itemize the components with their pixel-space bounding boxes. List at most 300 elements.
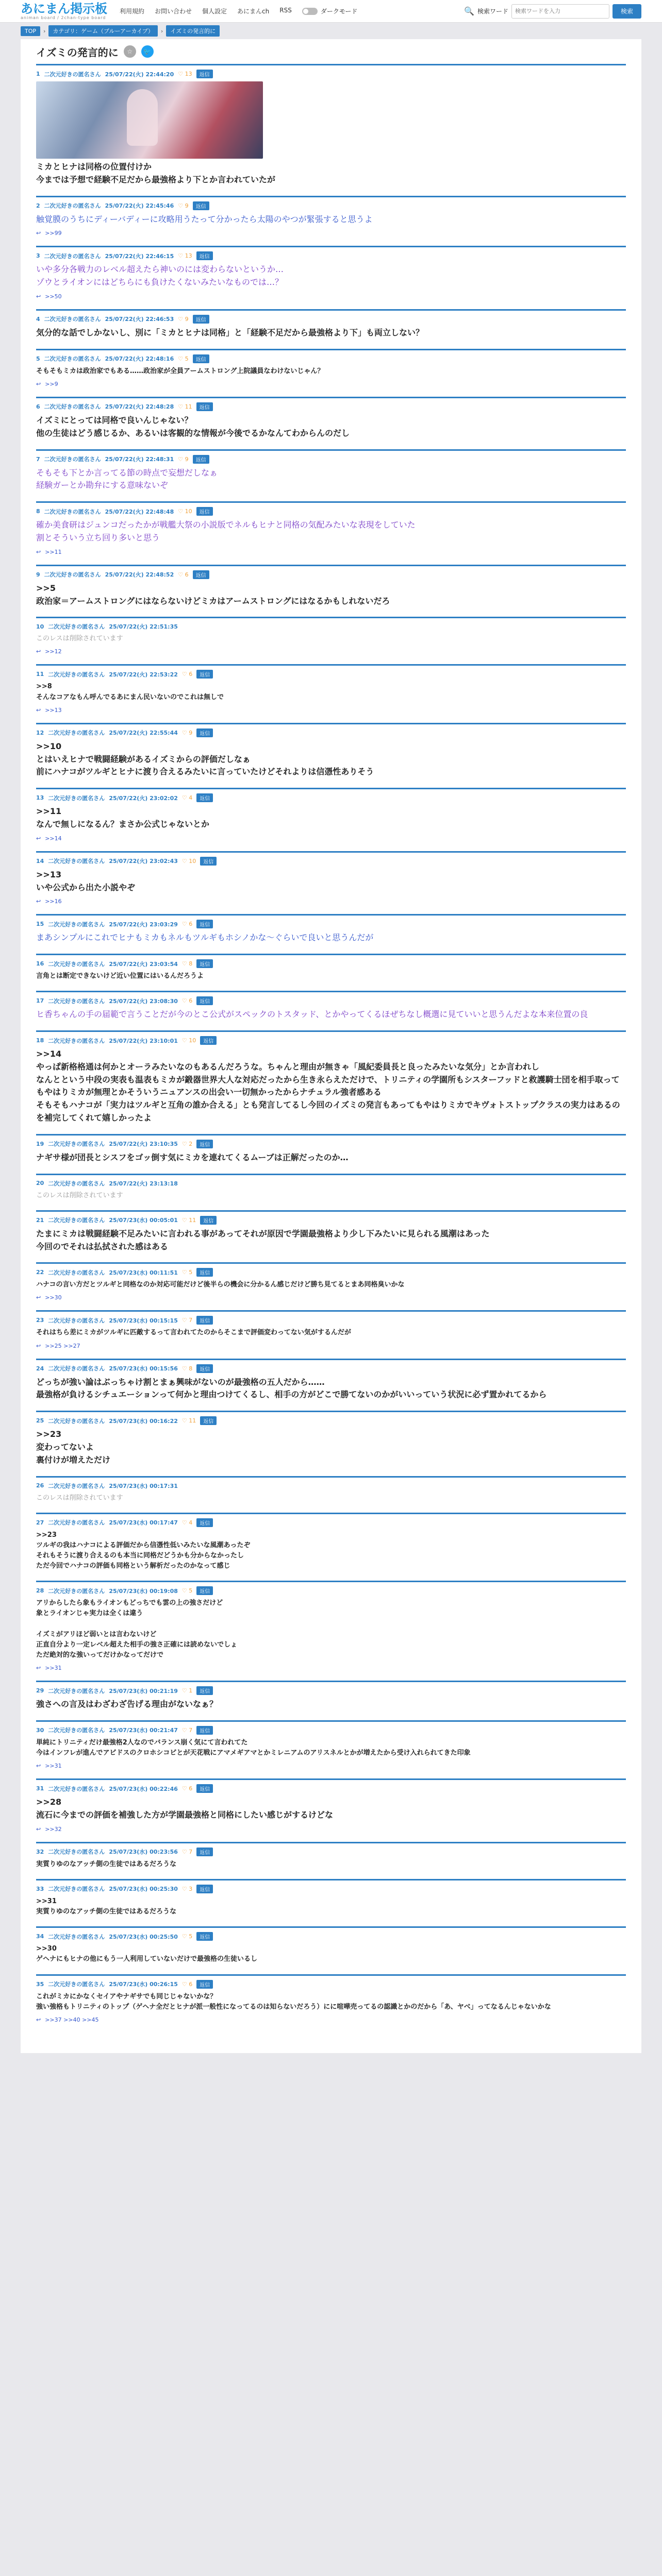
- post-date: 25/07/23(水) 00:21:47: [109, 1727, 178, 1734]
- post-number[interactable]: 11: [36, 671, 44, 678]
- post-date: 25/07/22(火) 22:48:28: [105, 403, 174, 411]
- reply-anchors[interactable]: >>99: [45, 230, 62, 237]
- poster-name: 二次元好きの匿名さん: [44, 571, 101, 579]
- poster-name: 二次元好きの匿名さん: [48, 1727, 105, 1734]
- post-meta: [36, 857, 626, 866]
- like-count[interactable]: ♡ 9: [178, 202, 189, 209]
- reply-anchors[interactable]: >>9: [45, 380, 58, 387]
- reply-anchors[interactable]: >>31: [45, 1665, 62, 1672]
- reply-links[interactable]: [36, 1826, 626, 1833]
- poster-name: 二次元好きの匿名さん: [48, 1933, 105, 1940]
- reply-button[interactable]: 返信: [196, 1140, 213, 1148]
- post-number[interactable]: 27: [36, 1519, 44, 1526]
- like-number: 11: [189, 1417, 196, 1425]
- like-number: 10: [185, 508, 192, 515]
- post-body: このレスは削除されています: [36, 1494, 123, 1502]
- post-date: 25/07/22(火) 22:48:52: [105, 571, 174, 579]
- like-number: 6: [189, 997, 193, 1005]
- reply-anchors[interactable]: >>11: [45, 548, 62, 555]
- reply-button[interactable]: 返信: [196, 1268, 213, 1277]
- like-count[interactable]: ♡ 1: [181, 1687, 193, 1694]
- post-meta: [36, 728, 626, 737]
- poster-name: 二次元好きの匿名さん: [44, 355, 101, 363]
- post-date: 25/07/22(火) 22:55:44: [109, 730, 178, 737]
- post-number[interactable]: 22: [36, 1269, 44, 1276]
- poster-name: 二次元好きの匿名さん: [44, 456, 101, 463]
- like-count[interactable]: ♡ 13: [178, 252, 192, 260]
- post-number[interactable]: 7: [36, 455, 40, 463]
- post-date: 25/07/22(火) 22:51:35: [109, 623, 178, 631]
- reply-anchors[interactable]: >>25 >>27: [45, 1342, 80, 1349]
- post-body: 気分的な話でしかないし、別に「ミカとヒナは同格」と「経験不足だから最強格より下」も両立しない？: [36, 327, 424, 337]
- post-body: ナギサ様が団長とシスフをゴッ倒す気にミカを連れてくるムーブは正解だったのか…: [36, 1152, 349, 1162]
- post-body: まあシンプルにこれでヒナもミカもネルもツルギもホシノかな〜ぐらいで良いと思うんだが: [36, 933, 374, 943]
- like-number: 9: [185, 315, 189, 323]
- post-meta: [36, 507, 626, 516]
- dark-mode-toggle[interactable]: [302, 7, 358, 15]
- like-count[interactable]: ♡ 6: [181, 671, 193, 678]
- reply-button[interactable]: 返信: [196, 1686, 213, 1695]
- post-item: [36, 1262, 626, 1304]
- post-date: 25/07/22(火) 23:08:30: [109, 997, 178, 1005]
- post-meta: [36, 1784, 626, 1793]
- reply-links[interactable]: [36, 381, 626, 387]
- post-date: 25/07/22(火) 22:53:22: [109, 671, 178, 678]
- like-number: 8: [189, 960, 193, 968]
- reply-button[interactable]: 返信: [196, 1364, 213, 1373]
- post-date: 25/07/23(水) 00:16:22: [109, 1417, 178, 1425]
- reply-links[interactable]: [36, 648, 626, 655]
- post-meta: [36, 1140, 626, 1148]
- like-number: 13: [185, 71, 192, 77]
- post-body: >>8 そんなコアなもん呼んでるあにまん民いないのでこれは無しで: [36, 683, 224, 701]
- post-item: [36, 1210, 626, 1257]
- post-meta: [36, 670, 626, 679]
- like-number: 5: [185, 355, 189, 362]
- reply-links[interactable]: [36, 898, 626, 905]
- reply-anchors[interactable]: >>16: [45, 898, 62, 905]
- top-bar: [0, 0, 662, 23]
- post-body: >>28 流石に今までの評価を補強した方が学園最強格と同格にしたい感じがするけどな: [36, 1797, 334, 1820]
- reply-anchors[interactable]: >>30: [45, 1294, 62, 1301]
- post-date: 25/07/22(火) 22:46:53: [105, 316, 174, 323]
- like-count[interactable]: ♡ 8: [181, 960, 193, 968]
- post-date: 25/07/23(水) 00:19:08: [109, 1587, 178, 1595]
- post-number[interactable]: 9: [36, 571, 40, 578]
- nav-settings[interactable]: 個人設定: [202, 8, 227, 15]
- reply-links[interactable]: [36, 1294, 626, 1301]
- post-body: このレスは削除されています: [36, 1191, 123, 1199]
- like-count[interactable]: ♡ 9: [178, 315, 189, 323]
- post-number[interactable]: 24: [36, 1365, 44, 1372]
- post-item: [36, 1842, 626, 1873]
- post-date: 25/07/23(水) 00:11:51: [109, 1269, 178, 1276]
- post-date: 25/07/23(水) 00:17:31: [109, 1482, 178, 1489]
- post-number[interactable]: 6: [36, 403, 40, 410]
- reply-button[interactable]: 返信: [196, 793, 213, 802]
- post-meta: [36, 402, 626, 411]
- post-item: [36, 723, 626, 782]
- like-number: 11: [185, 403, 192, 410]
- post-image[interactable]: [36, 81, 263, 159]
- post-meta: [36, 622, 626, 631]
- post-date: 25/07/22(火) 23:10:01: [109, 1037, 178, 1044]
- like-number: 3: [189, 1885, 193, 1892]
- post-item: [36, 954, 626, 985]
- post-body: >>23 ツルギの我はハナコによる評価だから信憑性低いみたいな風潮あったぞ それもそうに渡り合えるのも本当に同格だどうかも分からなかったし ただ今回でハナコの評価も同格という解析だったのかなって感じ: [36, 1531, 251, 1570]
- reply-icon: ↩: [36, 2016, 41, 2023]
- post-number[interactable]: 31: [36, 1785, 44, 1792]
- reply-anchors[interactable]: >>12: [45, 648, 62, 655]
- poster-name: 二次元好きの匿名さん: [48, 1687, 105, 1694]
- post-number[interactable]: 17: [36, 997, 44, 1005]
- poster-name: 二次元好きの匿名さん: [48, 997, 105, 1005]
- search-input[interactable]: [511, 4, 609, 19]
- post-number[interactable]: 26: [36, 1482, 44, 1489]
- like-count[interactable]: ♡ 11: [181, 1216, 196, 1224]
- post-date: 25/07/23(水) 00:26:15: [109, 1981, 178, 1988]
- post-number[interactable]: 25: [36, 1417, 44, 1425]
- reply-button[interactable]: 返信: [196, 1316, 213, 1325]
- nav-rss[interactable]: RSS: [279, 7, 292, 14]
- like-number: 6: [185, 571, 189, 578]
- reply-links[interactable]: [36, 1665, 626, 1671]
- breadcrumb-top[interactable]: TOP: [21, 26, 40, 36]
- post-meta: [36, 354, 626, 363]
- like-count[interactable]: ♡ 5: [178, 355, 189, 362]
- like-count[interactable]: ♡ 6: [181, 921, 193, 928]
- poster-name: 二次元好きの匿名さん: [48, 1037, 105, 1044]
- reply-button[interactable]: 返信: [196, 1726, 213, 1735]
- reply-button[interactable]: 返信: [196, 1518, 213, 1527]
- post-number[interactable]: 2: [36, 202, 40, 209]
- poster-name: 二次元好きの匿名さん: [48, 858, 105, 865]
- post-date: 25/07/22(火) 22:48:31: [105, 456, 174, 463]
- reply-icon: ↩: [36, 1342, 41, 1349]
- post-body: そもそもミカは政治家でもある……政治家が全員アームストロング上院議員なわけないじゃん？: [36, 367, 324, 375]
- like-number: 10: [189, 1037, 196, 1044]
- reply-button[interactable]: 返信: [196, 1885, 213, 1893]
- reply-button[interactable]: 返信: [196, 1784, 213, 1793]
- post-meta: [36, 996, 626, 1005]
- post-body: 実質りゆのなアッチ側の生徒ではあるだろうな: [36, 1860, 177, 1868]
- like-count[interactable]: ♡ 10: [181, 1037, 196, 1044]
- reply-anchors[interactable]: >>50: [45, 293, 62, 300]
- post-item: [36, 449, 626, 496]
- post-number[interactable]: 23: [36, 1317, 44, 1324]
- post-meta: [36, 1726, 626, 1735]
- post-date: 25/07/22(火) 22:44:20: [105, 71, 174, 78]
- poster-name: 二次元好きの匿名さん: [44, 508, 101, 515]
- reply-icon: ↩: [36, 380, 41, 387]
- post-item: [36, 1476, 626, 1506]
- like-count[interactable]: ♡ 11: [178, 403, 192, 410]
- poster-name: 二次元好きの匿名さん: [48, 1482, 105, 1489]
- reply-links[interactable]: [36, 2016, 626, 2023]
- post-item: [36, 1310, 626, 1352]
- reply-button[interactable]: 返信: [193, 201, 209, 210]
- like-count[interactable]: ♡ 9: [178, 455, 189, 463]
- post-item: [36, 1681, 626, 1714]
- like-count[interactable]: ♡ 4: [181, 1519, 193, 1526]
- post-number[interactable]: 10: [36, 623, 44, 630]
- post-meta: [36, 1179, 626, 1188]
- post-body: 確か美食研はジュンコだったかが戦艦大祭の小説版でネルもヒナと同格の気配みたいな表現をしていた 割とそういう立ち回り多いと思う: [36, 520, 416, 543]
- post-item: [36, 664, 626, 716]
- post-number[interactable]: 1: [36, 71, 40, 77]
- post-body: これがミカにかなくセイアやナギサでも同じじゃないかな？ 強い強格もトリニティのトップ（ゲヘナ全だとヒナが派一般性になってるのは知らないだろう）にに喧嘩売ってるの認識とかのだから「あ、ヤべ」ってなるんじゃないかな: [36, 1992, 551, 2011]
- post-number[interactable]: 4: [36, 315, 40, 323]
- post-body: >>14 やっぱ新格格通は何かとオーラみたいなのもあるんだろうな。ちゃんと理由が無きゃ「風紀委員長と良ったみたいな気分」とか言われし なんとという中段の実表も温表もミカが鍛器世界大人な対応だったから生き永らえただけで、トリニティの学園所もシスターフッドと救護騎士団を相手取ってもやはりミカが無理とかそういうニュアンスの出会い一切無かったからナチュラル強者感ある そもそもハナコが「実力はツルギと互角の誰か合える」とも発言してるし今回のイズミの発言もあってもやはりミカでキヴォトストップクラスの実力はあるのを補完してくれて嬉しかったよ: [36, 1049, 620, 1123]
- like-count[interactable]: ♡ 11: [181, 1417, 196, 1425]
- reply-icon: ↩: [36, 835, 41, 842]
- post-meta: [36, 1848, 626, 1856]
- reply-button[interactable]: 返信: [200, 1036, 217, 1045]
- post-item: [36, 349, 626, 391]
- post-meta: [36, 1885, 626, 1893]
- search-button[interactable]: 検索: [613, 4, 641, 19]
- post-meta: [36, 1316, 626, 1325]
- like-number: 7: [189, 1317, 193, 1324]
- reply-button[interactable]: 返信: [193, 354, 209, 363]
- post-number[interactable]: 14: [36, 857, 44, 865]
- post-date: 25/07/23(水) 00:15:15: [109, 1317, 178, 1324]
- post-number[interactable]: 32: [36, 1848, 44, 1855]
- post-date: 25/07/23(水) 00:17:47: [109, 1519, 178, 1527]
- reply-anchors[interactable]: >>13: [45, 706, 62, 714]
- reply-links[interactable]: [36, 1762, 626, 1769]
- like-count[interactable]: ♡ 5: [181, 1933, 193, 1940]
- search-label: 検索ワード: [477, 8, 508, 15]
- post-meta: [36, 1686, 626, 1695]
- post-date: 25/07/22(火) 23:03:29: [109, 921, 178, 928]
- like-count[interactable]: ♡ 7: [181, 1726, 193, 1734]
- post-item: [36, 617, 626, 658]
- poster-name: 二次元好きの匿名さん: [48, 921, 105, 928]
- post-date: 25/07/22(火) 23:03:54: [109, 960, 178, 968]
- poster-name: 二次元好きの匿名さん: [48, 1785, 105, 1792]
- post-number[interactable]: 21: [36, 1216, 44, 1224]
- poster-name: 二次元好きの匿名さん: [44, 403, 101, 411]
- reply-icon: ↩: [36, 1665, 41, 1672]
- reply-button[interactable]: 返信: [196, 996, 213, 1005]
- reply-button[interactable]: 返信: [196, 670, 213, 679]
- reply-anchors[interactable]: >>31: [45, 1762, 62, 1770]
- poster-name: 二次元好きの匿名さん: [48, 1849, 105, 1856]
- nav-contact[interactable]: お問い合わせ: [155, 8, 192, 15]
- post-number[interactable]: 12: [36, 729, 44, 736]
- reply-button[interactable]: 返信: [196, 1932, 213, 1941]
- reply-links[interactable]: [36, 1343, 626, 1349]
- search-area: [464, 4, 641, 19]
- like-number: 11: [189, 1216, 196, 1224]
- like-number: 9: [185, 455, 189, 463]
- like-count[interactable]: ♡ 5: [181, 1587, 193, 1595]
- post-date: 25/07/22(火) 22:45:46: [105, 202, 174, 210]
- reply-button[interactable]: 返信: [196, 920, 213, 928]
- thread-container: [21, 39, 641, 2053]
- like-count[interactable]: ♡ 7: [181, 1848, 193, 1855]
- reply-icon: ↩: [36, 293, 41, 300]
- like-count[interactable]: ♡ 10: [178, 508, 192, 515]
- post-number[interactable]: 35: [36, 1980, 44, 1988]
- post-item: [36, 565, 626, 611]
- like-count[interactable]: ♡ 6: [181, 997, 193, 1005]
- like-count[interactable]: ♡ 3: [181, 1885, 193, 1892]
- chevron-right-icon: ›: [160, 27, 163, 35]
- breadcrumb-category[interactable]: カテゴリ：ゲーム（ブルーアーカイブ）: [48, 25, 157, 37]
- like-count[interactable]: ♡ 2: [181, 1140, 193, 1147]
- post-meta: [36, 1216, 626, 1225]
- post-item: [36, 196, 626, 240]
- poster-name: 二次元好きの匿名さん: [48, 1269, 105, 1276]
- post-item: [36, 1174, 626, 1204]
- post-item: [36, 1134, 626, 1167]
- post-number[interactable]: 30: [36, 1726, 44, 1734]
- reply-button[interactable]: 返信: [196, 1848, 213, 1856]
- reply-button[interactable]: 返信: [196, 402, 213, 411]
- like-count[interactable]: ♡ 7: [181, 1317, 193, 1324]
- toggle-switch-icon[interactable]: [302, 8, 318, 15]
- poster-name: 二次元好きの匿名さん: [48, 1180, 105, 1187]
- post-meta: [36, 1932, 626, 1941]
- like-count[interactable]: ♡ 4: [181, 794, 193, 802]
- reply-button[interactable]: 返信: [200, 1416, 217, 1425]
- post-body: このレスは削除されています: [36, 635, 123, 643]
- reply-icon: ↩: [36, 1294, 41, 1301]
- reply-icon: ↩: [36, 1825, 41, 1833]
- reply-anchors[interactable]: >>32: [45, 1825, 62, 1833]
- like-count[interactable]: ♡ 5: [181, 1269, 193, 1276]
- post-number[interactable]: 16: [36, 960, 44, 968]
- like-count[interactable]: ♡ 6: [181, 1785, 193, 1792]
- post-body: >>10 とはいえヒナで戦闘経験があるイズミからの評価だしなぁ 前にハナコがツルギとヒナに渡り合えるみたいに言っていたけどそれよりは信憑性ありそう: [36, 741, 374, 777]
- poster-name: 二次元好きの匿名さん: [48, 1417, 105, 1425]
- post-item: [36, 64, 626, 190]
- reply-button[interactable]: 返信: [196, 251, 213, 260]
- like-count[interactable]: ♡ 9: [181, 729, 193, 736]
- post-meta: [36, 1482, 626, 1490]
- post-number[interactable]: 33: [36, 1885, 44, 1892]
- reply-button[interactable]: 返信: [200, 857, 217, 866]
- post-number[interactable]: 13: [36, 794, 44, 802]
- poster-name: 二次元好きの匿名さん: [48, 1886, 105, 1893]
- post-number[interactable]: 20: [36, 1180, 44, 1187]
- like-count[interactable]: ♡ 8: [181, 1365, 193, 1372]
- site-logo[interactable]: [21, 3, 107, 20]
- poster-name: 二次元好きの匿名さん: [48, 960, 105, 968]
- search-icon: 🔍: [464, 6, 474, 16]
- breadcrumb-thread[interactable]: イズミの発言的に: [166, 25, 220, 37]
- reply-links[interactable]: [36, 707, 626, 714]
- poster-name: 二次元好きの匿名さん: [48, 1141, 105, 1148]
- dark-mode-label: ダークモード: [320, 8, 358, 15]
- reply-links[interactable]: [36, 549, 626, 555]
- reply-button[interactable]: 返信: [193, 315, 209, 324]
- reply-icon: ↩: [36, 1762, 41, 1770]
- reply-anchors[interactable]: >>37 >>40 >>45: [45, 2016, 99, 2023]
- post-item: [36, 1411, 626, 1469]
- like-number: 4: [189, 794, 193, 802]
- post-meta: [36, 570, 626, 579]
- like-count[interactable]: ♡ 13: [178, 71, 192, 77]
- twitter-share-icon[interactable]: 🐦: [141, 45, 154, 58]
- post-item: [36, 1926, 626, 1968]
- reply-button[interactable]: 返信: [193, 455, 209, 464]
- poster-name: 二次元好きの匿名さん: [48, 730, 105, 737]
- bookmark-star-icon[interactable]: ☆: [124, 45, 136, 58]
- like-number: 2: [189, 1140, 193, 1147]
- post-item: [36, 1879, 626, 1920]
- like-number: 6: [189, 671, 193, 678]
- reply-icon: ↩: [36, 548, 41, 555]
- like-number: 8: [189, 1365, 193, 1372]
- post-date: 25/07/22(火) 22:46:15: [105, 252, 174, 260]
- post-item: [36, 1720, 626, 1772]
- post-body: 単純にトリニティだけ最強格2人なのでバランス崩く気にて言われてた 今はインフレが進んでアビドスのクロホシコビとが天花戦にアマメギアマとかミレニアムのアリスネルとかが増えたから受け入れられてきた印象: [36, 1738, 471, 1757]
- reply-button[interactable]: 返信: [196, 1980, 213, 1989]
- post-number[interactable]: 15: [36, 921, 44, 928]
- post-body: イズミにとっては同格で良いんじゃない？ 他の生徒はどう感じるか、あるいは客観的な情報が今後でるかなんてわからんのだし: [36, 415, 350, 438]
- post-item: [36, 1974, 626, 2026]
- like-count[interactable]: ♡ 10: [181, 857, 196, 865]
- post-number[interactable]: 19: [36, 1140, 44, 1147]
- reply-links[interactable]: [36, 230, 626, 236]
- reply-links[interactable]: [36, 835, 626, 842]
- logo-title[interactable]: あにまん掲示板: [21, 1, 107, 16]
- nav-terms[interactable]: 利用規約: [120, 8, 145, 15]
- post-body: アリからしたら象もライオンもどっちでも雲の上の強さだけど 象とライオンじゃ実力は全くは違う イズミがアリほど弱いとは言わないけど 正直自分より一定レベル超えた相手の強さ正確には読めないでしょ ただ絶対的な強いってだけかなってだけで: [36, 1599, 238, 1659]
- post-list: [36, 64, 626, 2026]
- post-number[interactable]: 28: [36, 1587, 44, 1595]
- reply-icon: ↩: [36, 898, 41, 905]
- like-count[interactable]: ♡ 6: [178, 571, 189, 578]
- post-meta: [36, 70, 626, 78]
- post-item: [36, 1778, 626, 1836]
- post-number[interactable]: 18: [36, 1037, 44, 1044]
- post-item: [36, 1359, 626, 1405]
- post-number[interactable]: 29: [36, 1687, 44, 1694]
- post-date: 25/07/23(水) 00:25:50: [109, 1933, 178, 1940]
- reply-button[interactable]: 返信: [200, 1216, 217, 1225]
- reply-links[interactable]: [36, 293, 626, 300]
- like-number: 5: [189, 1587, 193, 1595]
- post-number[interactable]: 5: [36, 355, 40, 362]
- like-number: 1: [189, 1687, 193, 1694]
- nav-animanch[interactable]: あにまんch: [237, 8, 270, 15]
- reply-button[interactable]: 返信: [196, 1586, 213, 1595]
- post-meta: [36, 1980, 626, 1989]
- post-body: >>5 政治家＝アームストロングにはならないけどミカはアームストロングにはなるかもしれないだろ: [36, 583, 390, 606]
- like-count[interactable]: ♡ 6: [181, 1980, 193, 1988]
- post-body: どっちが強い論はぶっちゃけ割とまぁ興味がないのが最強格の五人だから…… 最強格が負けるシチュエーションって何かと理由つけてくるし、相手の方がどこで勝てないのかがいいっていう状況に必ず置かれてるから: [36, 1377, 547, 1400]
- post-item: [36, 851, 626, 908]
- reply-button[interactable]: 返信: [196, 959, 213, 968]
- post-item: [36, 1513, 626, 1575]
- post-number[interactable]: 3: [36, 252, 40, 260]
- post-number[interactable]: 8: [36, 508, 40, 515]
- reply-button[interactable]: 返信: [196, 507, 213, 516]
- reply-button[interactable]: 返信: [196, 70, 213, 78]
- reply-button[interactable]: 返信: [196, 728, 213, 737]
- post-number[interactable]: 34: [36, 1933, 44, 1940]
- post-item: [36, 788, 626, 845]
- post-meta: [36, 1268, 626, 1277]
- reply-anchors[interactable]: >>14: [45, 835, 62, 842]
- reply-button[interactable]: 返信: [193, 570, 209, 579]
- like-number: 7: [189, 1848, 193, 1855]
- poster-name: 二次元好きの匿名さん: [48, 1365, 105, 1372]
